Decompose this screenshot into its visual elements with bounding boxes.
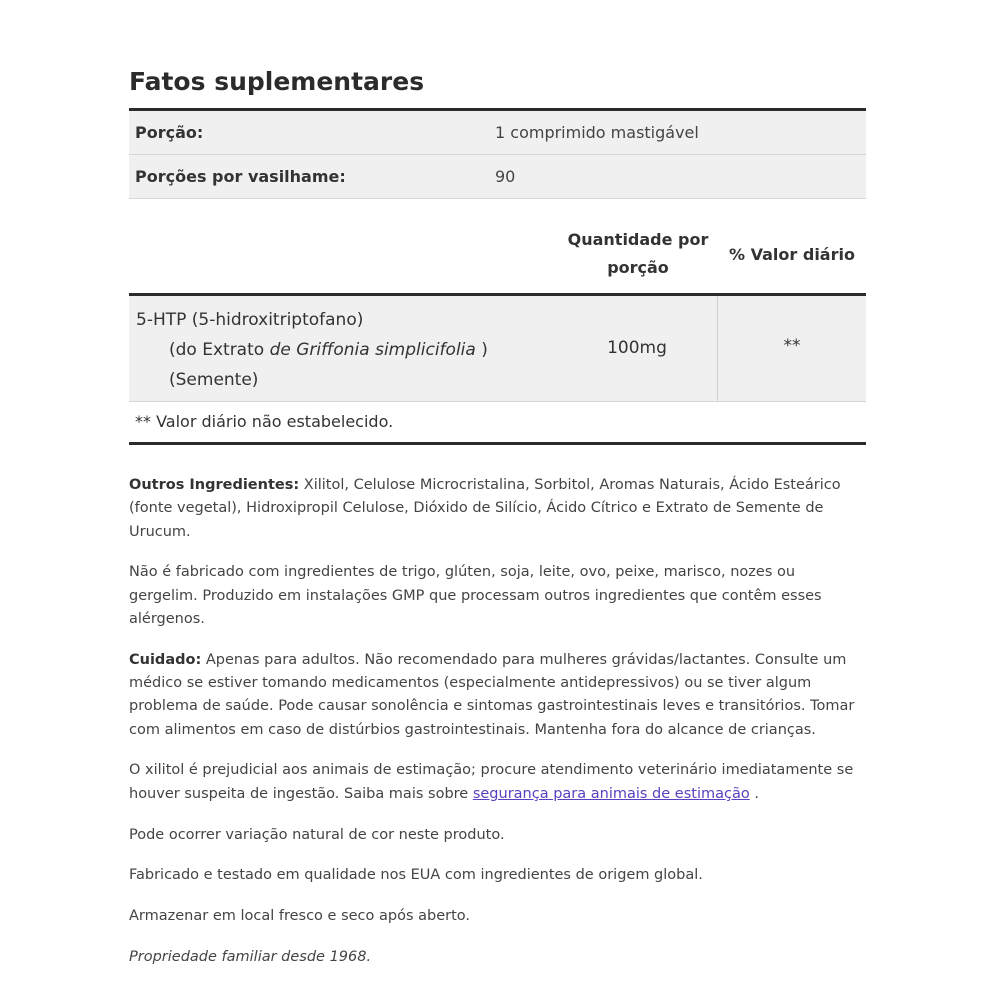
storage-instructions: Armazenar em local fresco e seco após aberto. xyxy=(129,908,471,925)
supplement-facts-panel xyxy=(129,62,866,969)
other-ingredients: Outros Ingredientes: Xilitol, Celulose Microcristalina, Sorbitol, Aromas Naturais, Ácido Esteárico (fonte vegetal), Hidroxipropil Celulose, Dióxido de Silício, Ácido Cítrico e Extrato de Semente de Urucum. xyxy=(129,477,841,540)
ingredient-name: 5-HTP (5-hidroxitriptofano) xyxy=(136,310,364,330)
ingredient-part: (Semente) xyxy=(169,370,259,390)
ingredient-source: (do Extrato de Griffonia simplicifolia ) xyxy=(169,340,488,360)
other-ingredients-label: Outros Ingredientes: xyxy=(129,477,300,493)
nutrient-table-header xyxy=(129,230,866,296)
ingredient-daily-value: ** xyxy=(717,296,866,401)
servings-per-container-row xyxy=(129,155,866,199)
servings-per-container-label: Porções por vasilhame: xyxy=(135,167,346,186)
ingredient-row xyxy=(129,296,866,402)
family-owned-note: Propriedade familiar desde 1968. xyxy=(129,948,372,965)
ingredient-name-cell xyxy=(129,296,557,401)
caution-label: Cuidado: xyxy=(129,651,202,668)
daily-value-footnote: ** Valor diário não estabelecido. xyxy=(129,402,866,445)
color-variation-note: Pode ocorrer variação natural de cor neste produto. xyxy=(129,826,505,843)
allergen-statement: Não é fabricado com ingredientes de trigo, glúten, soja, leite, ovo, peixe, marisco, nozes ou gergelim. Produzido em instalações GMP que processam outros ingredientes que contêm esses alérgenos. xyxy=(129,564,822,627)
page-title: Fatos suplementares xyxy=(129,67,425,96)
xylitol-warning: O xilitol é prejudicial aos animais de estimação; procure atendimento veterinário imediatamente se houver suspeita de ingestão. Saiba mais sobre segurança para animais de estimação . xyxy=(129,762,854,802)
ingredient-species: de Griffonia simplicifolia xyxy=(269,340,476,360)
amount-per-serving-header: Quantidade por porção xyxy=(567,230,709,277)
caution-statement: Cuidado: Apenas para adultos. Não recomendado para mulheres grávidas/lactantes. Consulte um médico se estiver tomando medicamentos (especialmente antidepressivos) ou se tiver algum problema de saúde. Pode causar sonolência e sintomas gastrointestinais leves e transitórios. Tomar com alimentos em caso de distúrbios gastrointestinais. Mantenha fora do alcance de crianças. xyxy=(129,651,855,738)
pet-safety-link[interactable]: segurança para animais de estimação xyxy=(472,785,750,802)
made-in-statement: Fabricado e testado em qualidade nos EUA com ingredientes de origem global. xyxy=(129,867,703,884)
serving-size-label: Porção: xyxy=(135,123,204,142)
daily-value-header: % Valor diário xyxy=(729,245,855,264)
serving-table xyxy=(129,108,866,199)
servings-per-container-value: 90 xyxy=(495,167,516,186)
serving-size-row xyxy=(129,111,866,155)
serving-size-value: 1 comprimido mastigável xyxy=(495,123,699,142)
ingredient-amount: 100mg xyxy=(607,338,667,358)
